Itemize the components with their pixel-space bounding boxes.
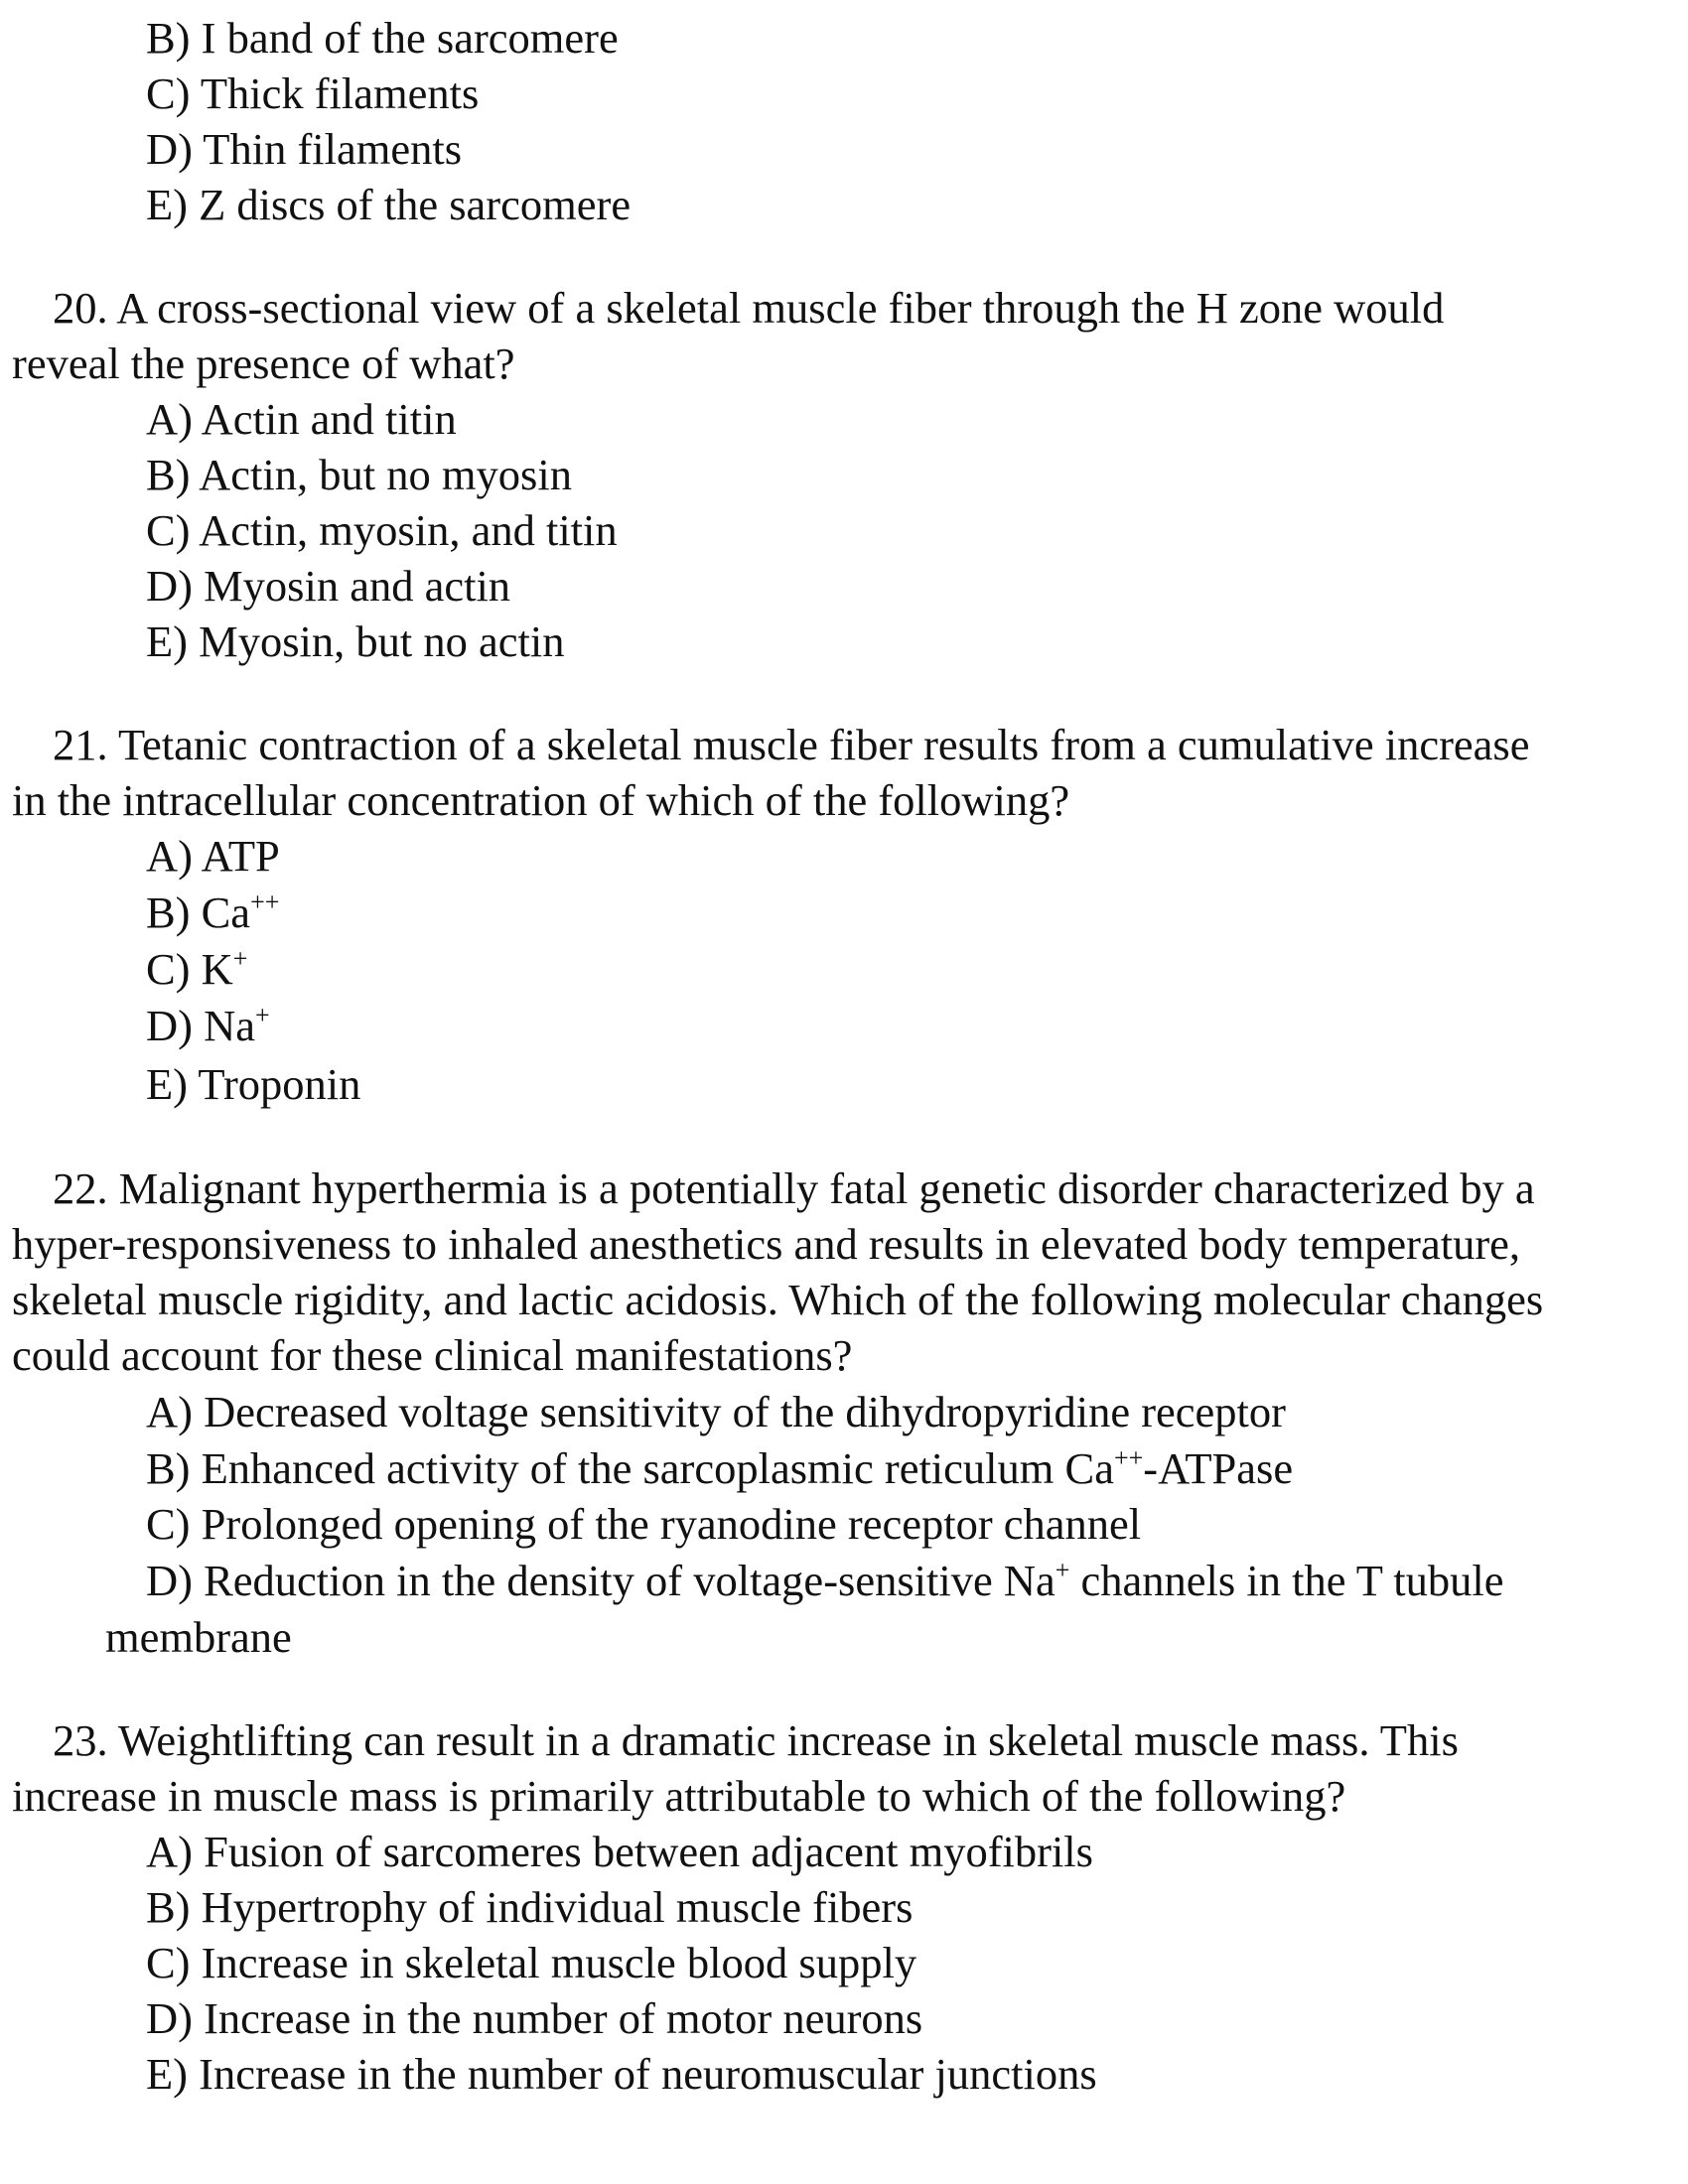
q22-option-b-suffix: -ATPase — [1143, 1443, 1294, 1493]
q23-stem-line-2: increase in muscle mass is primarily attributable to which of the following? — [12, 1771, 1346, 1821]
q20-option-e: E) Myosin, but no actin — [146, 616, 565, 666]
q23-option-a: A) Fusion of sarcomeres between adjacent myofibrils — [146, 1827, 1093, 1876]
q21-option-d — [146, 1001, 270, 1050]
q21-stem-line-2: in the intracellular concentration of which of the following? — [12, 775, 1070, 825]
q22-option-b — [146, 1443, 1294, 1493]
q20-stem-line-2: reveal the presence of what? — [12, 339, 515, 388]
q19-option-b: B) I band of the sarcomere — [146, 13, 619, 63]
q19-option-c: C) Thick filaments — [146, 68, 480, 118]
q21-option-c — [146, 944, 248, 994]
q22-option-a: A) Decreased voltage sensitivity of the dihydropyridine receptor — [146, 1387, 1286, 1436]
q23-option-c: C) Increase in skeletal muscle blood supply — [146, 1938, 917, 1987]
q20-option-b: B) Actin, but no myosin — [146, 450, 572, 499]
q21-option-c-superscript: + — [232, 944, 248, 973]
q21-option-b-superscript: ++ — [250, 887, 280, 916]
q23-stem-line-1: 23. Weightlifting can result in a dramatic increase in skeletal muscle mass. This — [53, 1715, 1459, 1765]
q23-option-e: E) Increase in the number of neuromuscular junctions — [146, 2049, 1097, 2099]
q20-option-a: A) Actin and titin — [146, 394, 457, 444]
q22-option-b-text: B) Enhanced activity of the sarcoplasmic reticulum Ca — [146, 1443, 1114, 1493]
q22-option-d — [146, 1556, 1504, 1605]
q22-option-c: C) Prolonged opening of the ryanodine receptor channel — [146, 1499, 1142, 1549]
q21-option-e: E) Troponin — [146, 1059, 361, 1109]
q21-option-b-text: B) Ca — [146, 887, 251, 937]
q21-option-d-superscript: + — [254, 1001, 270, 1029]
q21-option-d-text: D) Na — [146, 1001, 255, 1050]
q20-option-d: D) Myosin and actin — [146, 561, 511, 611]
q22-option-b-superscript: ++ — [1113, 1443, 1144, 1472]
q22-option-d-text: D) Reduction in the density of voltage-sensitive Na — [146, 1556, 1055, 1605]
q19-option-e: E) Z discs of the sarcomere — [146, 180, 632, 229]
q22-option-d-suffix: channels in the T tubule — [1069, 1556, 1504, 1605]
q20-stem-line-1: 20. A cross-sectional view of a skeletal muscle fiber through the H zone would — [53, 283, 1445, 333]
q23-option-d: D) Increase in the number of motor neurons — [146, 1993, 923, 2043]
q22-option-d-superscript: + — [1055, 1556, 1070, 1584]
q21-option-b — [146, 887, 280, 937]
q21-option-a: A) ATP — [146, 831, 280, 881]
q22-stem-line-1: 22. Malignant hyperthermia is a potentially fatal genetic disorder characterized by a — [53, 1163, 1535, 1213]
q22-stem-line-3: skeletal muscle rigidity, and lactic acidosis. Which of the following molecular changes — [12, 1275, 1544, 1324]
q21-stem-line-1: 21. Tetanic contraction of a skeletal muscle fiber results from a cumulative increase — [53, 720, 1530, 769]
q20-option-c: C) Actin, myosin, and titin — [146, 505, 618, 555]
q22-option-d-continuation: membrane — [105, 1612, 292, 1662]
q19-option-d: D) Thin filaments — [146, 124, 463, 174]
q23-option-b: B) Hypertrophy of individual muscle fibers — [146, 1882, 914, 1932]
q21-option-c-text: C) K — [146, 944, 233, 994]
q22-stem-line-2: hyper-responsiveness to inhaled anesthetics and results in elevated body temperature, — [12, 1219, 1521, 1269]
q22-stem-line-4: could account for these clinical manifestations? — [12, 1330, 853, 1380]
